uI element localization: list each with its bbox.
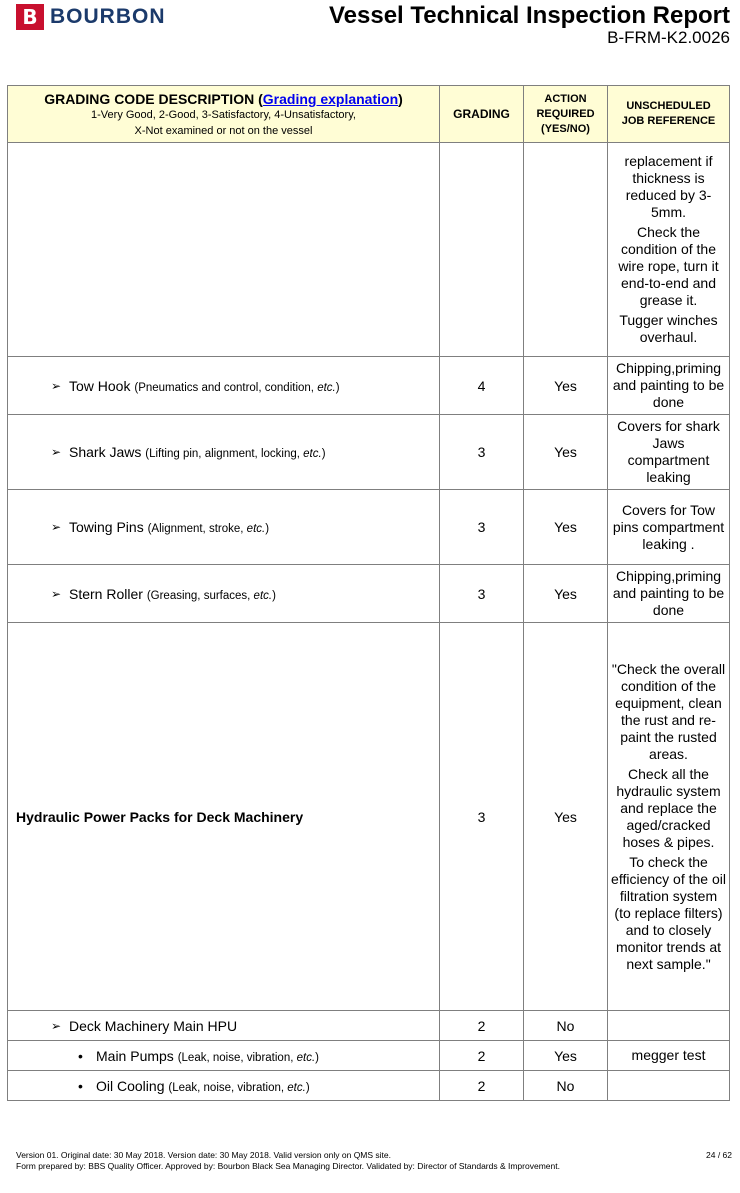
job-reference-text: Chipping,priming and painting to be done bbox=[612, 568, 725, 618]
job-reference-text: Tugger winches overhaul. bbox=[619, 312, 718, 345]
ref-header-line1: UNSCHEDULED bbox=[626, 100, 711, 112]
table-row bbox=[8, 415, 730, 490]
dot-bullet-icon: • bbox=[78, 1047, 83, 1064]
job-reference-cell[interactable] bbox=[608, 1041, 730, 1071]
item-name: Main Pumps (Leak, noise, vibration, etc.) bbox=[96, 1047, 319, 1064]
item-note: (Pneumatics and control, condition, etc.) bbox=[134, 381, 340, 394]
grading-description-header bbox=[8, 86, 440, 143]
dot-bullet-icon: • bbox=[78, 1077, 83, 1094]
item-name: Towing Pins (Alignment, stroke, etc.) bbox=[69, 519, 270, 535]
job-reference-cell[interactable] bbox=[608, 357, 730, 415]
table-row bbox=[8, 490, 730, 565]
grading-cell[interactable]: 3 bbox=[440, 415, 524, 490]
action-cell[interactable]: Yes bbox=[524, 1041, 608, 1071]
arrow-bullet-icon: ➢ bbox=[51, 586, 62, 601]
grading-explanation-link[interactable]: Grading explanation bbox=[262, 91, 399, 107]
item-note: (Alignment, stroke, etc.) bbox=[147, 523, 270, 535]
footer-approval-line: Form prepared by: BBS Quality Officer. Approved by: Bourbon Black Sea Managing Director. Validated by: Director of Standards & Improvement. bbox=[16, 1161, 560, 1171]
arrow-bullet-icon: ➢ bbox=[51, 445, 62, 459]
grading-cell[interactable]: 3 bbox=[440, 490, 524, 565]
action-cell[interactable]: Yes bbox=[524, 415, 608, 490]
logo-wordmark: BOURBON bbox=[50, 5, 166, 28]
action-header-line3: (YES/NO) bbox=[541, 122, 590, 135]
footer-version-line: Version 01. Original date: 30 May 2018. Version date: 30 May 2018. Valid version only on QMS site. bbox=[16, 1150, 392, 1160]
table-header-row bbox=[8, 86, 730, 143]
table-row bbox=[8, 1041, 730, 1071]
grading-cell[interactable]: 2 bbox=[440, 1011, 524, 1041]
item-cell bbox=[8, 415, 440, 490]
item-note: (Leak, noise, vibration, etc.) bbox=[168, 1081, 310, 1094]
ref-header-line2: JOB REFERENCE bbox=[621, 115, 716, 127]
bourbon-logo bbox=[16, 4, 166, 30]
job-reference-cell[interactable] bbox=[608, 143, 730, 357]
report-code: B-FRM-K2.0026 bbox=[607, 28, 730, 47]
grading-cell[interactable]: 3 bbox=[440, 565, 524, 623]
job-reference-text: Covers for shark Jaws compartment leaking bbox=[617, 418, 720, 485]
table-row bbox=[8, 565, 730, 623]
job-reference-cell[interactable] bbox=[608, 415, 730, 490]
report-title: Vessel Technical Inspection Report bbox=[328, 2, 730, 29]
table-row bbox=[8, 623, 730, 1011]
job-reference-text: To check the efficiency of the oil filtration system (to replace filters) and to closely monitor trends at next sample." bbox=[611, 853, 726, 972]
job-reference-text: Check the condition of the wire rope, turn it end-to-end and grease it. bbox=[618, 224, 719, 308]
item-cell bbox=[8, 1071, 440, 1101]
item-name: Deck Machinery Main HPU bbox=[69, 1017, 238, 1034]
grading-cell[interactable]: 4 bbox=[440, 357, 524, 415]
action-required-header bbox=[524, 86, 608, 143]
page-number: 24 / 62 bbox=[706, 1150, 732, 1160]
action-cell[interactable]: Yes bbox=[524, 565, 608, 623]
item-name: Tow Hook (Pneumatics and control, condition, etc.) bbox=[69, 377, 340, 394]
arrow-bullet-icon: ➢ bbox=[51, 520, 62, 534]
grading-cell[interactable]: 3 bbox=[440, 623, 524, 1011]
job-reference-text: Chipping,priming and painting to be done bbox=[612, 360, 725, 410]
action-header-line2: REQUIRED bbox=[536, 107, 595, 120]
grading-cell[interactable] bbox=[440, 143, 524, 357]
page-header bbox=[0, 0, 740, 60]
table-row bbox=[8, 1011, 730, 1041]
item-cell bbox=[8, 357, 440, 415]
action-cell[interactable]: Yes bbox=[524, 623, 608, 1011]
inspection-table bbox=[7, 85, 730, 1101]
item-note: (Leak, noise, vibration, etc.) bbox=[177, 1051, 319, 1064]
job-reference-header bbox=[608, 86, 730, 143]
action-cell[interactable]: No bbox=[524, 1071, 608, 1101]
grading-title-prefix: GRADING CODE DESCRIPTION ( bbox=[44, 91, 263, 107]
item-cell bbox=[8, 1011, 440, 1041]
item-cell bbox=[8, 1041, 440, 1071]
grading-cell[interactable]: 2 bbox=[440, 1041, 524, 1071]
item-note: (Greasing, surfaces, etc.) bbox=[146, 589, 276, 602]
action-cell[interactable]: No bbox=[524, 1011, 608, 1041]
grading-description-title bbox=[12, 91, 435, 107]
job-reference-text: "Check the overall condition of the equipment, clean the rust and re-paint the rusted areas. bbox=[611, 660, 726, 762]
table-row bbox=[8, 1071, 730, 1101]
action-cell[interactable]: Yes bbox=[524, 490, 608, 565]
job-reference-cell[interactable] bbox=[608, 565, 730, 623]
job-reference-text: Check all the hydraulic system and replace the aged/cracked hoses & pipes. bbox=[616, 765, 721, 850]
job-reference-cell[interactable] bbox=[608, 1071, 730, 1101]
grading-codes-line1: 1-Very Good, 2-Good, 3-Satisfactory, 4-Unsatisfactory, bbox=[91, 109, 356, 121]
job-reference-cell[interactable] bbox=[608, 623, 730, 1011]
logo-mark: B bbox=[16, 4, 44, 30]
action-header-line1: ACTION bbox=[544, 92, 587, 105]
page-footer bbox=[16, 1150, 732, 1172]
item-name: Shark Jaws (Lifting pin, alignment, locking, etc.) bbox=[69, 444, 326, 460]
item-name: Stern Roller (Greasing, surfaces, etc.) bbox=[69, 585, 276, 602]
job-reference-text: replacement if thickness is reduced by 3-5mm. bbox=[624, 153, 713, 220]
item-cell bbox=[8, 565, 440, 623]
arrow-bullet-icon: ➢ bbox=[51, 378, 62, 393]
job-reference-cell[interactable] bbox=[608, 490, 730, 565]
action-cell[interactable]: Yes bbox=[524, 357, 608, 415]
section-title: Hydraulic Power Packs for Deck Machinery bbox=[16, 808, 304, 825]
job-reference-text: megger test bbox=[631, 1047, 706, 1063]
table-row bbox=[8, 143, 730, 357]
grading-cell[interactable]: 2 bbox=[440, 1071, 524, 1101]
action-cell[interactable] bbox=[524, 143, 608, 357]
item-name: Oil Cooling (Leak, noise, vibration, etc.) bbox=[96, 1077, 310, 1094]
table-row bbox=[8, 357, 730, 415]
grading-column-header: GRADING bbox=[440, 86, 524, 143]
item-note: (Lifting pin, alignment, locking, etc.) bbox=[145, 448, 326, 460]
item-cell bbox=[8, 623, 440, 1011]
job-reference-text: Covers for Tow pins compartment leaking . bbox=[612, 501, 725, 552]
grading-title-suffix: ) bbox=[398, 91, 403, 107]
grading-codes-line2: X-Not examined or not on the vessel bbox=[134, 125, 313, 137]
item-cell bbox=[8, 143, 440, 357]
arrow-bullet-icon: ➢ bbox=[51, 1018, 62, 1033]
item-cell bbox=[8, 490, 440, 565]
job-reference-cell[interactable] bbox=[608, 1011, 730, 1041]
